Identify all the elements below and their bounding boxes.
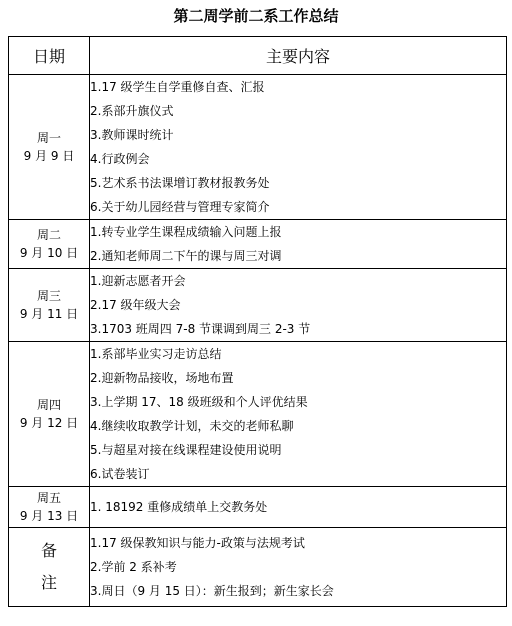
date-column-header: 日期 [9, 37, 90, 75]
date-label: 9 月 13 日 [19, 509, 79, 523]
weekday-label: 周一 [36, 131, 61, 145]
table-row-friday [9, 487, 507, 528]
task-item: 2.系部升旗仪式 [90, 104, 174, 118]
weekday-label: 周二 [36, 228, 61, 242]
task-item: 1.转专业学生课程成绩输入问题上报 [90, 225, 282, 239]
task-item: 1.17 级学生自学重修自查、汇报 [90, 80, 265, 94]
date-label: 9 月 9 日 [23, 149, 75, 163]
weekday-label: 周三 [36, 289, 61, 303]
content-cell [90, 269, 507, 342]
task-item: 1.迎新志愿者开会 [90, 274, 186, 288]
table-row-wednesday [9, 269, 507, 342]
date-cell [9, 75, 90, 220]
task-item: 3.教师课时统计 [90, 128, 174, 142]
work-summary-table [8, 36, 507, 607]
weekday-label: 周四 [36, 398, 61, 412]
task-item: 1. 18192 重修成绩单上交教务处 [90, 500, 268, 514]
task-item: 6.关于幼儿园经营与管理专家简介 [90, 200, 270, 214]
content-cell [90, 220, 507, 269]
task-item: 2.通知老师周二下午的课与周三对调 [90, 249, 282, 263]
note-item: 2.学前 2 系补考 [90, 560, 177, 574]
content-cell [90, 342, 507, 487]
notes-label: 备 [40, 541, 57, 560]
note-item: 3.周日（9 月 15 日）：新生报到；新生家长会 [90, 584, 334, 598]
task-item: 5.艺术系书法课增订教材报教务处 [90, 176, 270, 190]
date-cell [9, 342, 90, 487]
page-title: 第二周学前二系工作总结 [173, 7, 339, 25]
task-item: 3.1703 班周四 7-8 节课调到周三 2-3 节 [90, 322, 311, 336]
task-item: 4.行政例会 [90, 152, 150, 166]
date-cell [9, 269, 90, 342]
notes-label-cell [9, 528, 90, 607]
task-item: 2.迎新物品接收，场地布置 [90, 371, 234, 385]
table-row-thursday [9, 342, 507, 487]
content-column-header: 主要内容 [90, 37, 507, 75]
task-item: 6.试卷装订 [90, 467, 150, 481]
table-header-row [9, 37, 507, 75]
date-label: 9 月 11 日 [19, 307, 79, 321]
table-row-tuesday [9, 220, 507, 269]
weekday-label: 周五 [36, 491, 61, 505]
notes-content-cell [90, 528, 507, 607]
task-item: 5.与超星对接在线课程建设使用说明 [90, 443, 282, 457]
date-label: 9 月 10 日 [19, 246, 79, 260]
table-row-notes [9, 528, 507, 607]
date-cell [9, 220, 90, 269]
content-cell [90, 75, 507, 220]
task-item: 3.上学期 17、18 级班级和个人评优结果 [90, 395, 308, 409]
content-cell [90, 487, 507, 528]
date-cell [9, 487, 90, 528]
note-item: 1.17 级保教知识与能力-政策与法规考试 [90, 536, 305, 550]
notes-label: 注 [40, 573, 57, 592]
date-label: 9 月 12 日 [19, 416, 79, 430]
task-item: 2.17 级年级大会 [90, 298, 181, 312]
task-item: 1.系部毕业实习走访总结 [90, 347, 222, 361]
task-item: 4.继续收取教学计划，未交的老师私聊 [90, 419, 294, 433]
table-row-monday [9, 75, 507, 220]
